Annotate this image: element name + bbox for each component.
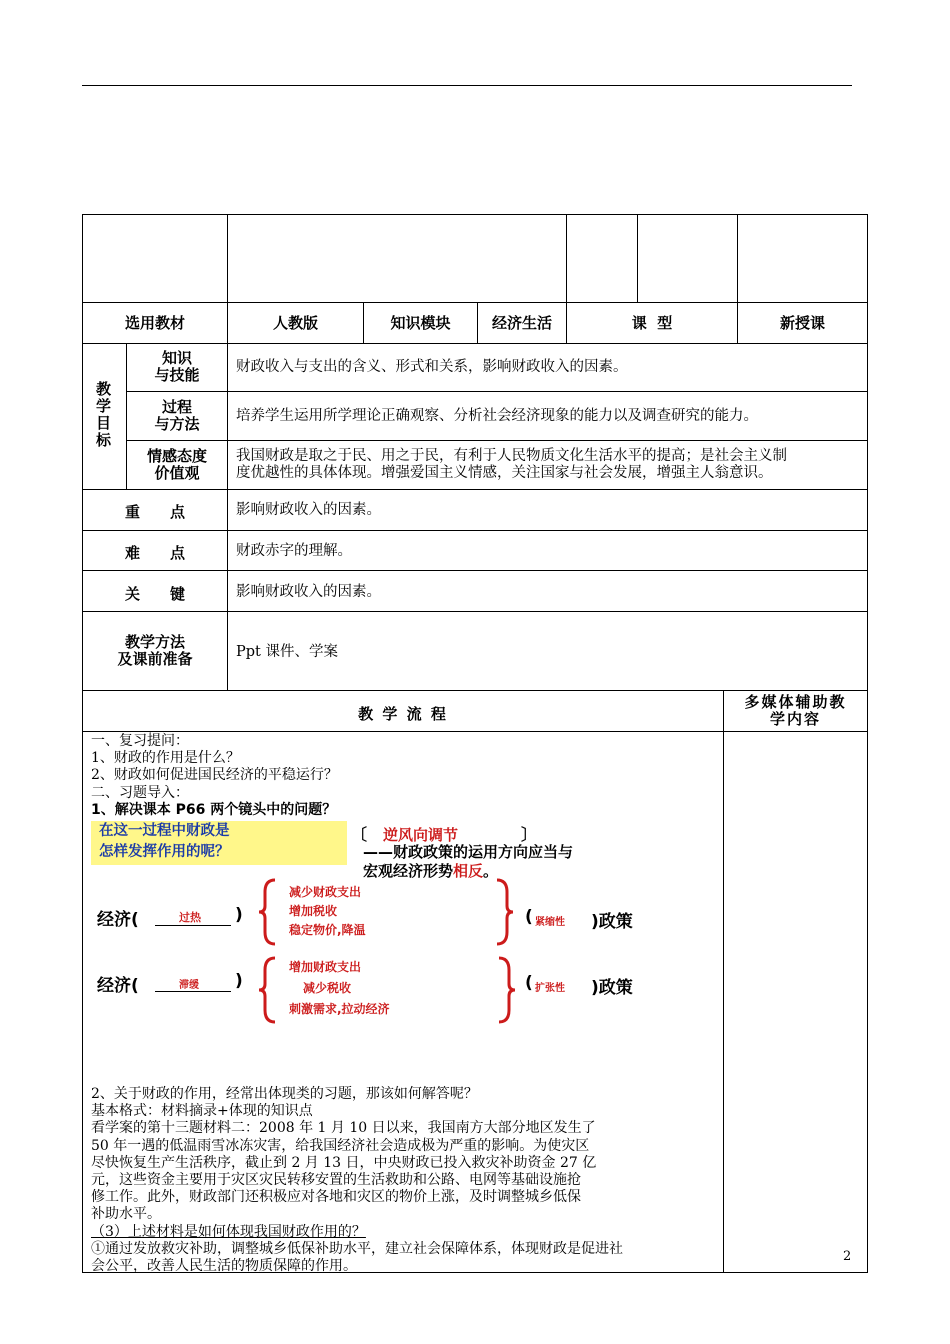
blank-line-2 (155, 991, 231, 992)
diagram-subtitle: ——财政政策的运用方向应当与 宏观经济形势相反。 (363, 843, 574, 880)
goal-process-text: 培养学生运用所学理论正确观察、分析社会经济现象的能力以及调查研究的能力。 (236, 408, 758, 424)
difficulty-text: 财政赤字的理解。 (236, 543, 352, 559)
title-bracket-right: 〕 (521, 825, 538, 844)
lesson-type-label: 课 型 (631, 314, 673, 332)
flow-exercise: 2、关于财政的作用，经常出体现类的习题，那该如何解答呢？ 基本格式：材料摘录+体现的知识点 看学案的第十三题材料二：2008 年 1 月 10 日以来，我国南方大部分地区发生了 50 年一遇的低温雨雪冰冻灾害，给我国经济社会造成极为严重的影响。为使灾区 尽快恢复生产生活秩序，截止到 2 月 13 日，中央财政已投入救灾补助资金 27 亿 元，这些资金主要用于灾区灾民转移安置的生活救助和公路、电网等基础设施抢 修工作。此外，财政部门还积极应对各地和灾区的物价上涨，及时调整城乡低保 补助水平。 （3）上述材料是如何体现我国财政作用的？ ①通过发放救灾补助，调整城乡低保补助水平，建立社会保障体系，体现财政是促进社 会公平，改善人民生活的物质保障的作用。 (91, 1086, 623, 1275)
goal-knowledge-text: 财政收入与支出的含义、形式和关系，影响财政收入的因素。 (236, 359, 628, 375)
brace-left-1 (259, 878, 279, 946)
state-overheat: 过热 (179, 911, 201, 924)
key-point-label: 重 点 (124, 503, 185, 521)
diagram-question: 在这一过程中财政是 怎样发挥作用的呢？ (91, 821, 347, 865)
difficulty-label: 难 点 (124, 544, 185, 562)
blank-line-1 (155, 925, 231, 926)
textbook-label: 选用教材 (124, 314, 185, 332)
title-bracket-left: 〔 (351, 825, 368, 844)
method-text: Ppt 课件、学案 (236, 644, 338, 660)
econ-label-1: 经济( (97, 910, 139, 930)
key-label: 关 键 (124, 585, 185, 603)
module-value: 经济生活 (491, 314, 552, 332)
media-column-title: 多媒体辅助教 学内容 (744, 693, 847, 728)
goal-knowledge-label: 知识 与技能 (154, 349, 200, 384)
goal-attitude-text: 我国财政是取之于民、用之于民，有利于人民物质文化生活水平的提高；是社会主义制 度优越性的具体体现。增强爱国主义情感，关注国家与社会发展，增强主人翁意识。 (236, 448, 787, 481)
lesson-type-value: 新授课 (779, 314, 825, 332)
policy-diagram (91, 821, 691, 1026)
policy-contractionary: 紧缩性 (535, 917, 565, 928)
module-label: 知识模块 (390, 314, 451, 332)
brace-right-1 (493, 878, 513, 946)
econ-label-2: 经济( (97, 976, 139, 996)
econ-close-2: ) (235, 971, 243, 991)
brace-left-2 (259, 956, 279, 1024)
flow-intro: 一、复习提问： 1、财政的作用是什么？ 2、财政如何促进国民经济的平稳运行？ 二、习题导入： 1、解决课本 P66 两个镜头中的问题？ (91, 733, 721, 819)
policy-open-1: ( (525, 907, 533, 927)
textbook-value: 人教版 (272, 314, 318, 332)
goal-attitude-label: 情感态度 价值观 (146, 447, 207, 482)
header-rule (82, 85, 852, 86)
state-sluggish: 滞缓 (179, 980, 199, 991)
policy-open-2: ( (525, 973, 533, 993)
key-point-text: 影响财政收入的因素。 (236, 502, 381, 518)
method-label: 教学方法 及课前准备 (117, 633, 193, 668)
row2-measures: 增加财政支出 减少税收 刺激需求,拉动经济 (289, 960, 390, 1016)
teaching-goals-label: 教学目标 (96, 380, 112, 449)
policy-expansionary: 扩张性 (535, 983, 565, 994)
exercise-question: 1、解决课本 P66 两个镜头中的问题？ (91, 801, 337, 818)
goal-process-label: 过程 与方法 (154, 398, 200, 433)
key-text: 影响财政收入的因素。 (236, 584, 381, 600)
policy-suffix-2: )政策 (591, 978, 633, 998)
policy-suffix-1: )政策 (591, 912, 633, 932)
page-number: 2 (843, 1249, 852, 1264)
row1-measures: 减少财政支出 增加税收 稳定物价,降温 (289, 885, 366, 937)
econ-close-1: ) (235, 905, 243, 925)
brace-right-2 (495, 956, 515, 1024)
diagram-title: 逆风向调节 (383, 826, 459, 844)
teaching-flow-title: 教 学 流 程 (358, 705, 448, 723)
